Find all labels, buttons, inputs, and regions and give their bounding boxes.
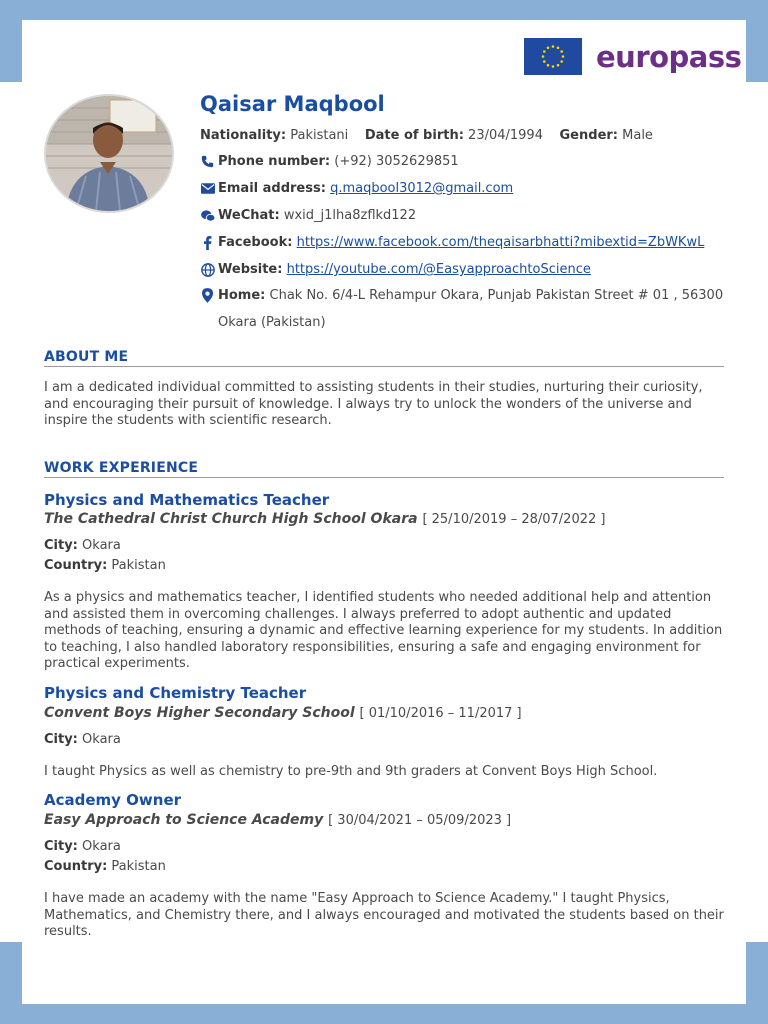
city-value: Okara xyxy=(82,732,121,747)
job-dates: [ 25/10/2019 – 28/07/2022 ] xyxy=(422,512,606,527)
job-description: I taught Physics as well as chemistry to pre-9th and 9th graders at Convent Boys High School. xyxy=(44,764,658,779)
country-label: Country: xyxy=(44,859,108,874)
nationality-value: Pakistani xyxy=(290,128,349,143)
job-organization xyxy=(44,812,511,828)
facebook-link[interactable]: https://www.facebook.com/theqaisarbhatti?mibextid=ZbWKwL xyxy=(296,235,705,250)
city-value: Okara xyxy=(82,538,121,553)
about-me-text: I am a dedicated individual committed to assisting students in their studies, nurturing their curiosity, and encouraging their pursuit of knowledge. I always try to unlock the wonders of the universe and inspire the students with scientific research. xyxy=(44,380,703,428)
email-row xyxy=(200,180,513,198)
europass-wordmark: europass xyxy=(596,39,742,74)
wechat-row xyxy=(200,207,416,225)
frame-left-top xyxy=(0,20,22,82)
job-city xyxy=(44,732,121,747)
job-title: Physics and Chemistry Teacher xyxy=(44,684,307,702)
profile-photo xyxy=(44,94,174,213)
job-organization xyxy=(44,705,522,721)
city-label: City: xyxy=(44,732,78,747)
phone-icon xyxy=(200,155,215,168)
frame-left-bottom xyxy=(0,942,22,1004)
job-country xyxy=(44,859,166,874)
eu-flag-icon xyxy=(524,38,582,75)
work-experience-heading: WORK EXPERIENCE xyxy=(44,460,724,478)
city-label: City: xyxy=(44,839,78,854)
phone-row xyxy=(200,153,459,171)
country-value: Pakistan xyxy=(111,558,166,573)
gender-label: Gender: xyxy=(559,128,618,143)
job-country xyxy=(44,558,166,573)
envelope-icon xyxy=(200,183,215,194)
facebook-row xyxy=(200,234,704,252)
frame-top-band xyxy=(0,0,768,20)
job-description: I have made an academy with the name "Easy Approach to Science Academy." I taught Physics, Mathematics, and Chemistry there, and I always encouraged and motivated the students based on their results. xyxy=(44,891,724,939)
home-label: Home: xyxy=(218,288,266,303)
globe-icon xyxy=(200,263,215,277)
city-label: City: xyxy=(44,538,78,553)
frame-right-top xyxy=(746,20,768,82)
city-value: Okara xyxy=(82,839,121,854)
home-address-line1: Chak No. 6/4-L Rehampur Okara, Punjab Pakistan Street # 01 , 56300 xyxy=(269,288,724,303)
phone-label: Phone number: xyxy=(218,154,331,169)
email-link[interactable]: q.maqbool3012@gmail.com xyxy=(330,181,514,196)
wechat-icon xyxy=(200,210,215,222)
facebook-label: Facebook: xyxy=(218,235,293,250)
person-name: Qaisar Maqbool xyxy=(200,92,385,116)
job-description: As a physics and mathematics teacher, I identified students who needed additional help and attention and assisted them in overcoming challenges. I always preferred to adopt authentic and updated methods of teaching, ensuring a dynamic and effective learning experience for my students. In addition to teaching, I also handled laboratory responsibilities, ensuring a safe and engaging environment for practical experiments. xyxy=(44,590,723,671)
dob-value: 23/04/1994 xyxy=(468,128,543,143)
facebook-icon xyxy=(200,236,215,250)
website-label: Website: xyxy=(218,262,283,277)
website-row xyxy=(200,261,591,279)
job-org-name: Easy Approach to Science Academy xyxy=(44,812,324,828)
wechat-label: WeChat: xyxy=(218,208,280,223)
gender-value: Male xyxy=(622,128,653,143)
job-city xyxy=(44,839,121,854)
dob-label: Date of birth: xyxy=(364,128,464,143)
job-dates: [ 01/10/2016 – 11/2017 ] xyxy=(359,706,522,721)
nationality-label: Nationality: xyxy=(200,128,287,143)
job-title: Academy Owner xyxy=(44,791,182,809)
map-pin-icon xyxy=(200,288,215,303)
job-title: Physics and Mathematics Teacher xyxy=(44,491,330,509)
home-address-line2: Okara (Pakistan) xyxy=(218,315,326,330)
home-row xyxy=(200,287,723,305)
email-label: Email address: xyxy=(218,181,326,196)
job-org-name: The Cathedral Christ Church High School Okara xyxy=(44,511,418,527)
country-label: Country: xyxy=(44,558,108,573)
website-link[interactable]: https://youtube.com/@EasyapproachtoScience xyxy=(286,262,591,277)
job-dates: [ 30/04/2021 – 05/09/2023 ] xyxy=(328,813,512,828)
job-org-name: Convent Boys Higher Secondary School xyxy=(44,705,355,721)
phone-value: (+92) 3052629851 xyxy=(334,154,459,169)
frame-bottom-band xyxy=(0,1004,768,1024)
frame-right-bottom xyxy=(746,942,768,1004)
personal-info-row xyxy=(200,127,653,145)
job-organization xyxy=(44,511,605,527)
europass-logo xyxy=(524,38,741,75)
about-me-heading: ABOUT ME xyxy=(44,349,724,367)
country-value: Pakistan xyxy=(111,859,166,874)
job-city xyxy=(44,538,121,553)
wechat-value: wxid_j1lha8zflkd122 xyxy=(283,208,417,223)
